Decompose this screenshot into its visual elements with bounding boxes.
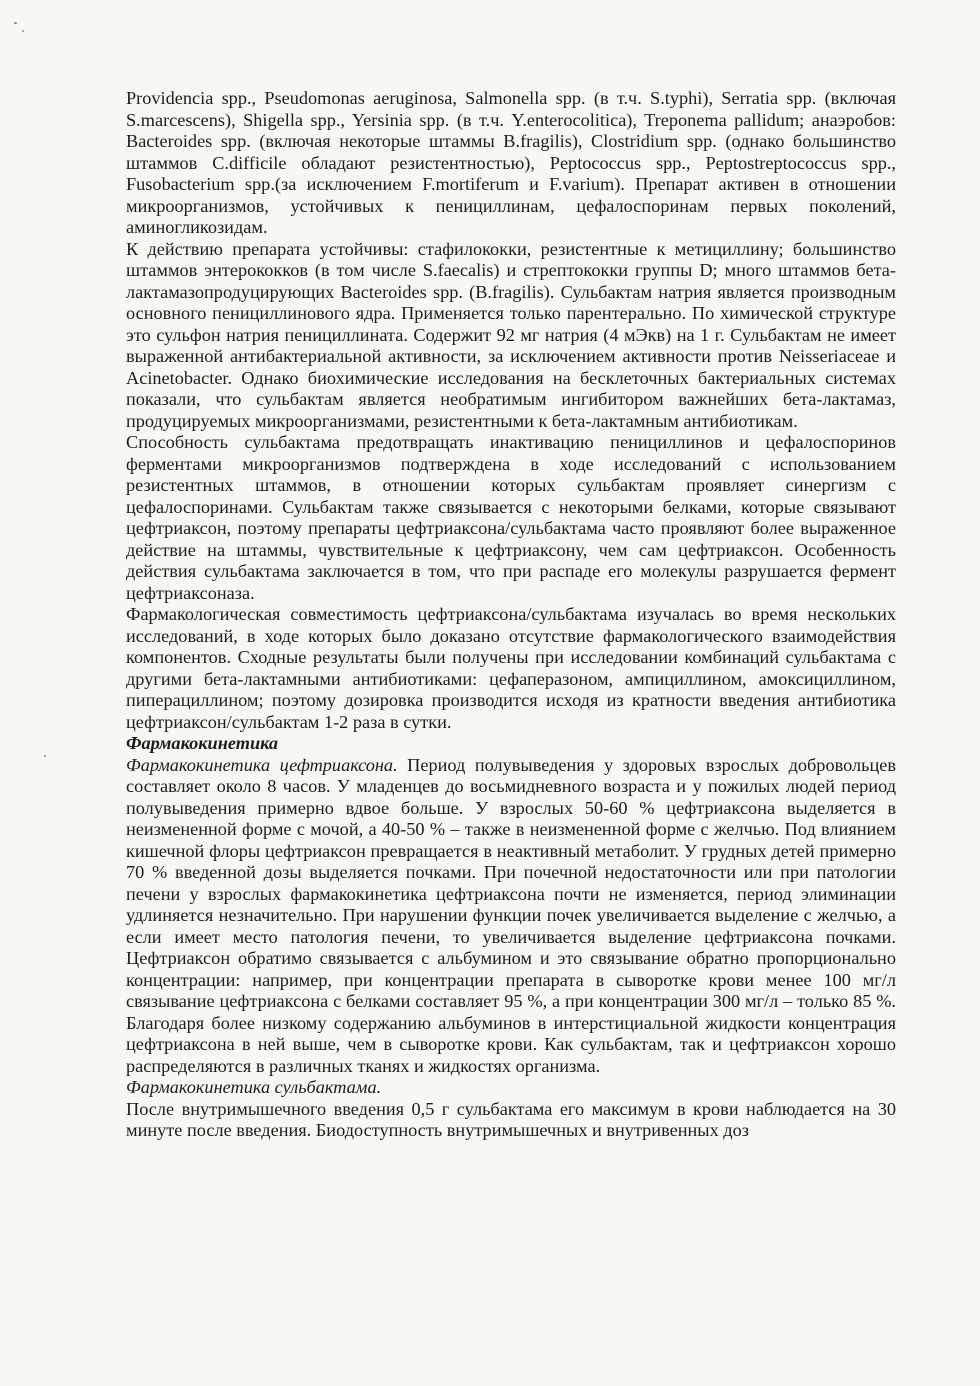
paragraph-microorganisms: Providencia spp., Pseudomonas aeruginosa, Salmonella spp. (в т.ч. S.typhi), Serratia spp. (включая S.marcescens), Shigella spp., Yersinia spp. (в т.ч. Y.enterocolitica), Treponema pallidum; анаэробов: Bacteroides spp. (включая некоторые штаммы B.fragilis), Clostridium spp. (однако большинство штаммов C.difficile обладают резистентностью), Peptococcus spp., Peptostreptococcus spp., Fusobacterium spp.(за исключением F.mortiferum и F.varium). Препарат активен в отношении микроорганизмов, устойчивых к пенициллинам, цефалоспоринам первых поколений, аминогликозидам. [126, 88, 896, 237]
subheading-ceftriaxone-pk: Фармакокинетика цефтриаксона. [126, 754, 398, 775]
subheading-sulbactam-pk: Фармакокинетика сульбактама. [126, 1077, 382, 1097]
scan-speck [22, 30, 24, 32]
section-heading-pharmacokinetics: Фармакокинетика [126, 733, 279, 753]
paragraph-resistance: К действию препарата устойчивы: стафилококки, резистентные к метициллину; большинство штаммов энтерококков (в том числе S.faecalis) и стрептококки группы D; много штаммов бета-лактамазопродуцирующих Bacteroides spp. (B.fragilis). Сульбактам натрия является производным основного пенициллинового ядра. Применяется только парентерально. По химической структуре это сульфон натрия пенициллината. Содержит 92 мг натрия (4 мЭкв) на 1 г. Сульбактам не имеет выраженной антибактериальной активности, за исключением активности против Neisseriaceae и Acinetobacter. Однако биохимические исследования на бесклеточных бактериальных системах показали, что сульбактам является необратимым ингибитором важнейших бета-лактамаз, продуцируемых микроорганизмами, резистентными к бета-лактамным антибиотикам. [126, 238, 896, 431]
paragraph-sulbactam-pk: После внутримышечного введения 0,5 г сульбактама его максимум в крови наблюдается на 30 минуте после введения. Биодоступность внутримышечных и внутривенных доз [126, 1098, 896, 1140]
scan-speck [44, 755, 46, 757]
paragraph-ceftriaxone-pk [126, 755, 896, 1078]
paragraph-sulbactam-action: Способность сульбактама предотвращать инактивацию пенициллинов и цефалоспоринов ферментами микроорганизмов подтверждена в ходе исследований с использованием резистентных штаммов, в отношении которых сульбактам проявляет синергизм с цефалоспоринами. Сульбактам также связывается с некоторыми белками, которые связывают цефтриаксон, поэтому препараты цефтриаксона/сульбактама часто проявляют более выраженное действие на штаммы, чувствительные к цефтриаксону, чем сам цефтриаксон. Особенность действия сульбактама заключается в том, что при распаде его молекулы разрушается фермент цефтриаксоназа. [126, 432, 896, 603]
paragraph-compatibility: Фармакологическая совместимость цефтриаксона/сульбактама изучалась во время нескольких исследований, в ходе которых было доказано отсутствие фармакологического взаимодействия компонентов. Сходные результаты были получены при исследовании комбинаций сульбактама с другими бета-лактамными антибиотиками: цефаперазоном, ампициллином, амоксициллином, пиперациллином; поэтому дозировка производится исходя из кратности введения антибиотика цефтриаксон/сульбактам 1-2 раза в сутки. [126, 604, 896, 732]
document-text [126, 88, 896, 1142]
paragraph-ceftriaxone-pk-body: Период полувыведения у здоровых взрослых добровольцев составляет около 8 часов. У младенцев до восьмидневного возраста и у пожилых людей период полувыведения примерно вдвое больше. У взрослых 50-60 % цефтриаксона выделяется в неизмененной форме с мочой, а 40-50 % – также в неизмененной форме с желчью. Под влиянием кишечной флоры цефтриаксон превращается в неактивный метаболит. У грудных детей примерно 70 % введенной дозы выделяется почками. При почечной недостаточности или при патологии печени у взрослых фармакокинетика цефтриаксона почти не изменяется, период элиминации удлиняется незначительно. При нарушении функции почек увеличивается выделение с желчью, а если имеет место патология печени, то увеличивается выделение цефтриаксона почками. Цефтриаксон обратимо связывается с альбумином и это связывание обратно пропорционально концентрации: например, при концентрации препарата в сыворотке крови менее 100 мг/л связывание цефтриаксона с белками составляет 95 %, а при концентрации 300 мг/л – только 85 %. Благодаря более низкому содержанию альбуминов в интерстициальной жидкости концентрация цефтриаксона в ней выше, чем в сыворотке крови. Как сульбактам, так и цефтриаксон хорошо распределяются в различных тканях и жидкостях организма. [126, 754, 896, 1076]
scan-speck [14, 22, 17, 24]
